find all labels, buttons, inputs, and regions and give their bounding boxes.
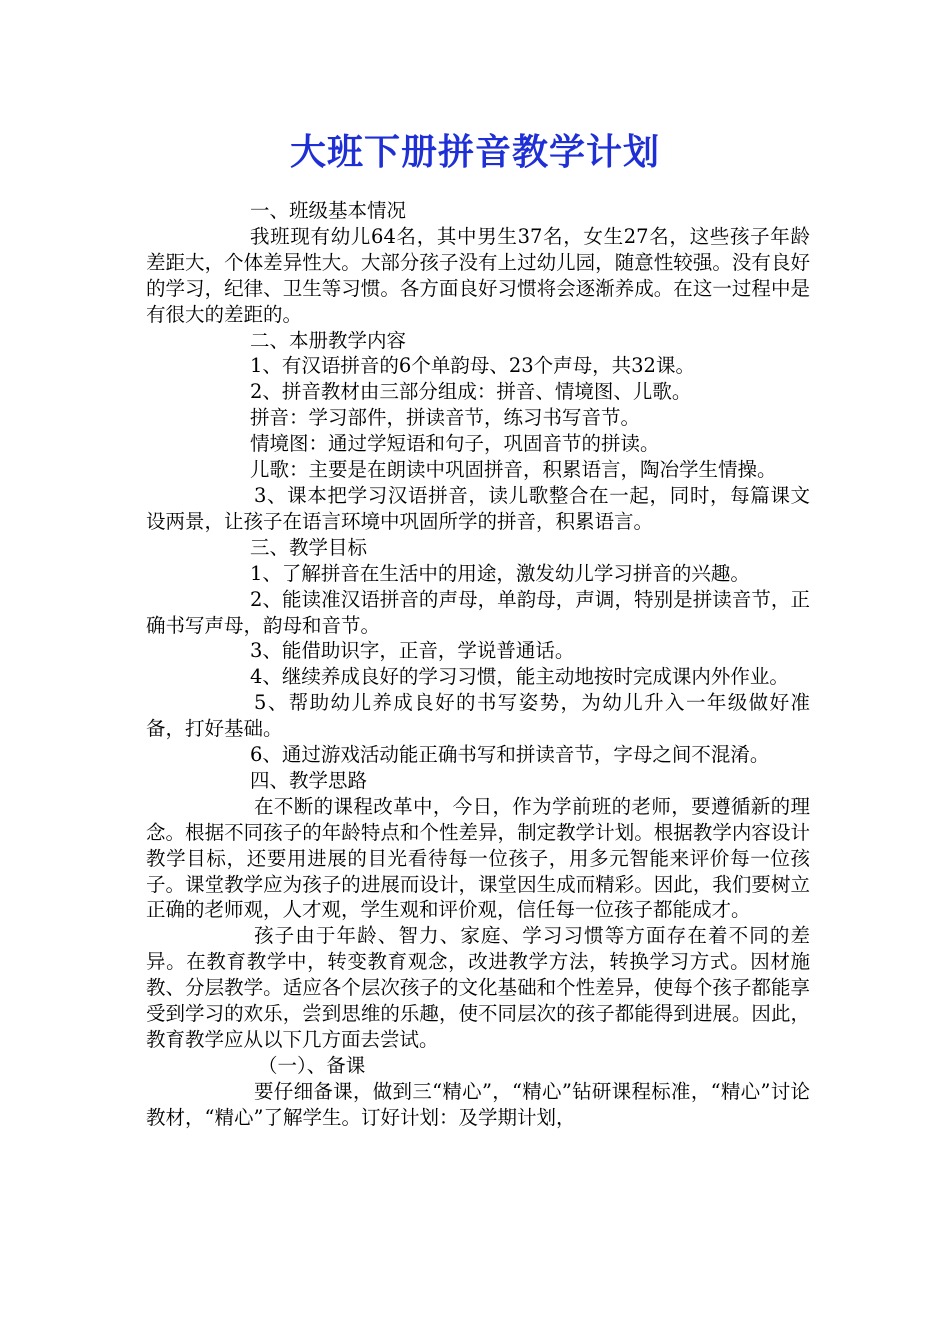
list-item: 3、能借助识字，正音，学说普通话。	[250, 639, 575, 663]
section-heading-2: 二、本册教学内容	[250, 328, 407, 352]
paragraph: 孩子由于年龄、智力、家庭、学习习惯等方面存在着不同的差异。在教育教学中，转变教育观念，改进教学方法，转换学习方式。因材施教、分层教学。适应各个层次孩子的文化基础和个性差异，使每个孩子都能享受到学习的欢乐，尝到思维的乐趣，使不同层次的孩子都能得到进展。因此，教育教学应从以下几方面去尝试。	[146, 924, 810, 1051]
paragraph: 拼音：学习部件，拼读音节，练习书写音节。	[250, 406, 641, 430]
paragraph: 儿歌：主要是在朗读中巩固拼音，积累语言，陶冶学生情操。	[250, 458, 777, 482]
document-title: 大班下册拼音教学计划	[289, 131, 660, 173]
section-heading-1: 一、班级基本情况	[250, 199, 407, 222]
section-heading-3: 三、教学目标	[250, 535, 368, 559]
list-item: 4、继续养成良好的学习习惯，能主动地按时完成课内外作业。	[250, 665, 789, 689]
paragraph: 我班现有幼儿64名，其中男生37名，女生27名，这些孩子年龄差距大，个体差异性大。大部分孩子没有上过幼儿园，随意性较强。没有良好的学习，纪律、卫生等习惯。各方面良好习惯将会逐渐养成。在这一过程中是有很大的差距的。	[146, 224, 810, 326]
list-item: 1、有汉语拼音的6个单韵母、23个声母，共32课。	[250, 354, 695, 378]
section-heading-4: 四、教学思路	[250, 768, 368, 792]
paragraph: 要仔细备课，做到三“精心”，“精心”钻研课程标准，“精心”讨论教材，“精心”了解学生。订好计划：及学期计划，	[146, 1079, 810, 1129]
list-item: 2、能读准汉语拼音的声母，单韵母，声调，特别是拼读音节，正确书写声母，韵母和音节。	[146, 587, 810, 637]
paragraph: 在不断的课程改革中，今日，作为学前班的老师，要遵循新的理念。根据不同孩子的年龄特点和个性差异，制定教学计划。根据教学内容设计教学目标，还要用进展的目光看待每一位孩子，用多元智能来评价每一位孩子。课堂教学应为孩子的进展而设计，课堂因生成而精彩。因此，我们要树立正确的老师观，人才观，学生观和评价观，信任每一位孩子都能成才。	[146, 794, 810, 922]
paragraph: 情境图：通过学短语和句子，巩固音节的拼读。	[250, 432, 660, 456]
subsection-heading: （一）、备课	[258, 1053, 366, 1077]
list-item: 2、拼音教材由三部分组成：拼音、情境图、儿歌。	[250, 380, 692, 404]
document-body	[146, 198, 810, 1131]
list-item: 1、了解拼音在生活中的用途，激发幼儿学习拼音的兴趣。	[250, 561, 750, 585]
list-item: 6、通过游戏活动能正确书写和拼读音节，字母之间不混淆。	[250, 743, 770, 767]
list-item: 5、帮助幼儿养成良好的书写姿势，为幼儿升入一年级做好准备，打好基础。	[146, 691, 810, 741]
list-item: 3、课本把学习汉语拼音，读儿歌整合在一起，同时，每篇课文设两景，让孩子在语言环境中巩固所学的拼音，积累语言。	[146, 483, 810, 533]
